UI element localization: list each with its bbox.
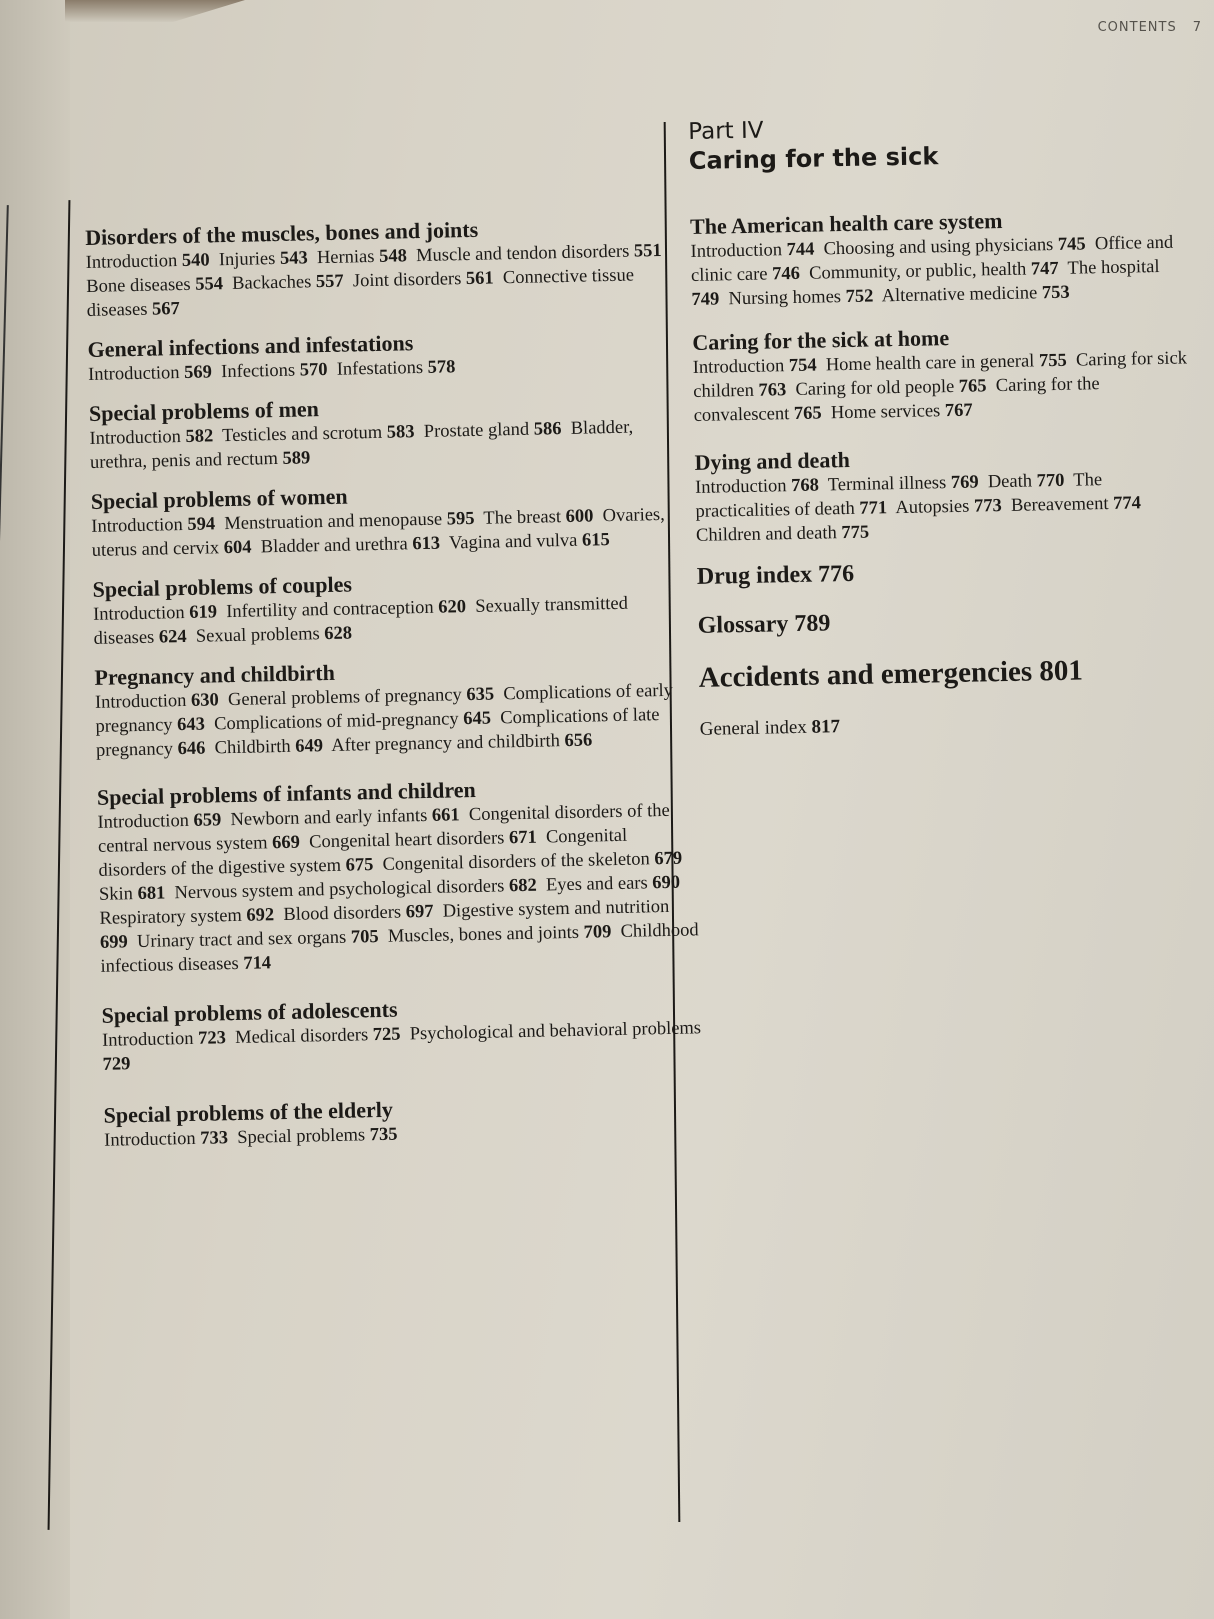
entry-label: Special problems	[237, 1125, 366, 1149]
entry-page-number: 548	[378, 246, 408, 267]
entry-page-number: 600	[565, 506, 594, 527]
toc-entry[interactable]	[214, 709, 491, 735]
toc-entry[interactable]	[695, 476, 819, 498]
entry-label: Congenital heart disorders	[308, 828, 505, 853]
entry-label: Infections	[220, 360, 296, 383]
section-entries	[695, 466, 1196, 548]
section-title[interactable]: The American health care system	[689, 207, 1003, 239]
entry-label: Introduction	[101, 1028, 194, 1051]
toc-entry[interactable]	[174, 876, 537, 904]
entry-page-number: 578	[427, 357, 456, 378]
entry-page-number: 620	[438, 597, 467, 618]
entry-label: Psychological and behavioral problems	[409, 1018, 702, 1045]
section-entries	[690, 230, 1191, 312]
entry-label: Caring for sick children	[693, 348, 1188, 402]
entry-label: Introduction	[92, 603, 185, 625]
entry-page-number: 746	[771, 263, 801, 285]
toc-entry[interactable]	[237, 1125, 398, 1148]
entry-label: Muscles, bones and joints	[387, 922, 580, 947]
part-title: Caring for the sick	[688, 142, 939, 175]
toc-section	[694, 440, 1196, 548]
section-entries	[693, 346, 1194, 428]
entry-label: Childhood infectious diseases	[100, 920, 699, 977]
entry-page-number: 752	[845, 286, 874, 308]
toc-entry[interactable]	[690, 240, 814, 262]
section-title[interactable]: Special problems of infants and children	[96, 776, 476, 810]
entry-label: Medical disorders	[234, 1025, 369, 1049]
entry-page-number: 765	[958, 376, 987, 397]
toc-entry[interactable]	[317, 246, 407, 268]
toc-entry[interactable]	[224, 509, 475, 534]
entry-label: Bladder, urethra, penis and rectum	[89, 417, 634, 473]
entry-page-number: 659	[193, 810, 222, 831]
toc-section	[690, 204, 1192, 312]
entry-label: Menstruation and menopause	[224, 509, 443, 535]
toc-entry[interactable]	[222, 422, 415, 446]
entry-label: The hospital	[1067, 256, 1160, 279]
glossary-entry[interactable]: Glossary 789	[697, 610, 831, 639]
entry-page-number: 649	[295, 736, 324, 757]
drug-index-entry[interactable]: Drug index 776	[696, 560, 855, 590]
section-title[interactable]: Special problems of women	[90, 483, 348, 514]
running-head	[1098, 20, 1202, 35]
entry-label: Alternative medicine	[881, 283, 1038, 307]
toc-entry[interactable]	[881, 283, 1069, 307]
entry-page-number: 551	[633, 240, 662, 262]
entry-page-number: 615	[581, 530, 610, 551]
entry-page-number: 697	[405, 901, 434, 923]
entry-page-number: 604	[223, 537, 252, 559]
toc-entry[interactable]	[828, 472, 979, 495]
toc-entry[interactable]	[232, 272, 344, 294]
entry-label: The practicalities of death	[695, 470, 1103, 522]
section-title[interactable]: Dying and death	[694, 446, 851, 475]
toc-entry[interactable]	[214, 736, 323, 758]
section-title[interactable]: Pregnancy and childbirth	[94, 659, 336, 690]
entry-page-number: 656	[564, 730, 593, 752]
entry-label: Home services	[830, 401, 941, 424]
toc-entry[interactable]	[283, 902, 433, 925]
section-title[interactable]: Special problems of couples	[92, 571, 353, 602]
entry-page-number: 671	[508, 827, 537, 849]
toc-entry[interactable]	[137, 927, 379, 952]
toc-entry[interactable]	[235, 1025, 401, 1048]
toc-entry[interactable]	[88, 362, 212, 385]
toc-entry[interactable]	[226, 597, 466, 622]
entry-page-number: 643	[176, 714, 206, 736]
entry-page-number: 735	[369, 1124, 398, 1146]
toc-section	[89, 388, 690, 475]
entry-label: Community, or public, health	[808, 259, 1027, 284]
toc-entry[interactable]	[104, 1128, 228, 1151]
entry-page-number: 567	[151, 299, 180, 320]
toc-section	[94, 652, 696, 763]
entry-label: Nervous system and psychological disorders	[174, 876, 505, 904]
entry-label: Complications of late pregnancy	[95, 705, 660, 761]
toc-entry[interactable]	[230, 805, 460, 830]
entry-page-number: 630	[190, 690, 220, 711]
entry-label: Infestations	[336, 357, 424, 380]
entry-page-number: 767	[944, 400, 973, 422]
toc-entry[interactable]	[99, 905, 274, 929]
right-sections	[690, 204, 1196, 548]
entry-page-number: 557	[315, 271, 344, 293]
entry-label: Urinary tract and sex organs	[136, 927, 347, 953]
toc-entry[interactable]	[261, 534, 441, 558]
toc-entry[interactable]	[809, 259, 1059, 284]
entry-label: Testicles and scrotum	[221, 422, 383, 447]
toc-entry[interactable]	[93, 602, 217, 625]
entry-page-number: 635	[466, 684, 495, 706]
entry-page-number: 669	[271, 832, 301, 854]
entry-page-number: 570	[299, 359, 328, 381]
entry-page-number: 755	[1038, 350, 1067, 372]
entry-label: Congenital disorders of the skeleton	[382, 849, 650, 875]
left-column	[85, 212, 705, 1166]
entry-label: Complications of mid-pregnancy	[213, 709, 459, 735]
entry-page-number: 624	[158, 626, 187, 648]
entry-page-number: 745	[1057, 234, 1086, 255]
entry-page-number: 753	[1041, 282, 1070, 304]
toc-section	[692, 320, 1194, 428]
toc-entry[interactable]	[102, 1028, 226, 1051]
toc-entry[interactable]	[449, 530, 610, 553]
entry-label: Introduction	[85, 251, 178, 273]
entry-label: Caring for the convalescent	[693, 374, 1100, 426]
entry-label: Introduction	[97, 810, 190, 833]
entry-page-number: 709	[583, 922, 612, 943]
entry-page-number: 768	[790, 475, 820, 497]
entry-label: Introduction	[690, 240, 783, 262]
entry-label: Newborn and early infants	[230, 805, 428, 831]
entry-page-number: 714	[243, 953, 272, 974]
section-title[interactable]: Special problems of the elderly	[103, 1096, 394, 1128]
entry-label: Infertility and contraception	[226, 597, 434, 623]
running-head-label: CONTENTS	[1097, 20, 1177, 35]
entry-label: Injuries	[218, 249, 276, 271]
toc-entry[interactable]	[91, 514, 215, 537]
toc-section	[101, 990, 702, 1077]
toc-entry[interactable]	[988, 471, 1065, 492]
entry-label: Bone diseases	[86, 274, 191, 297]
entry-page-number: 583	[386, 422, 415, 443]
entry-page-number: 729	[102, 1054, 131, 1075]
entry-label: Introduction	[694, 476, 787, 498]
entry-label: General problems of pregnancy	[227, 685, 462, 711]
toc-entry[interactable]	[823, 234, 1085, 259]
entry-label: Introduction	[103, 1128, 196, 1151]
toc-entry[interactable]	[728, 286, 873, 309]
entry-label: Caring for old people	[795, 376, 955, 400]
right-column	[688, 108, 1200, 740]
entry-label: Muscle and tendon disorders	[415, 241, 630, 267]
toc-entry[interactable]	[1011, 493, 1141, 515]
toc-entry[interactable]	[388, 922, 612, 947]
entry-label: Congenital disorders of the central nervous system	[97, 800, 670, 857]
section-title[interactable]: General infections and infestations	[87, 330, 414, 362]
entry-page-number: 645	[463, 708, 492, 730]
entry-page-number: 769	[950, 472, 979, 494]
accidents-emergencies-entry[interactable]: Accidents and emergencies 801	[698, 654, 1084, 694]
entry-label: Complications of early pregnancy	[95, 680, 674, 737]
entry-label: Prostate gland	[423, 419, 530, 442]
toc-entry[interactable]	[424, 419, 562, 442]
entry-page-number: 773	[973, 496, 1002, 517]
entry-label: Introduction	[692, 356, 785, 378]
entry-page-number: 589	[282, 448, 311, 469]
entry-page-number: 561	[465, 268, 494, 290]
entry-page-number: 725	[372, 1024, 401, 1046]
entry-page-number: 628	[324, 623, 353, 645]
toc-entry[interactable]	[693, 356, 817, 378]
entry-page-number: 679	[654, 848, 683, 870]
entry-label: Vagina and vulva	[448, 530, 578, 554]
entry-page-number: 705	[350, 927, 379, 948]
entry-label: Death	[987, 471, 1033, 493]
entry-label: Childbirth	[214, 736, 291, 759]
entry-page-number: 586	[533, 419, 562, 440]
toc-entry[interactable]	[337, 357, 456, 379]
entry-page-number: 646	[177, 738, 206, 760]
entry-label: Sexually transmitted diseases	[93, 593, 629, 649]
toc-entry[interactable]	[795, 376, 986, 400]
entry-label: Introduction	[91, 515, 183, 537]
entry-page-number: 682	[508, 875, 537, 897]
entry-label: Choosing and using physicians	[823, 235, 1054, 260]
entry-label: Introduction	[87, 363, 180, 385]
entry-page-number: 619	[189, 602, 218, 623]
entry-label: Digestive system and nutrition	[442, 896, 670, 922]
entry-page-number: 613	[412, 533, 441, 555]
entry-label: Connective tissue diseases	[86, 265, 635, 321]
entry-label: Bereavement	[1010, 493, 1109, 516]
entry-label: After pregnancy and childbirth	[331, 731, 561, 756]
toc-entry[interactable]	[546, 873, 680, 896]
section-title[interactable]: Special problems of men	[88, 396, 320, 426]
toc-entry[interactable]	[895, 496, 1002, 518]
entry-page-number: 690	[652, 872, 681, 894]
entry-page-number: 775	[841, 522, 870, 544]
toc-entry[interactable]	[382, 849, 682, 875]
entry-label: Blood disorders	[283, 902, 402, 925]
entry-page-number: 723	[197, 1028, 227, 1049]
entry-page-number: 733	[200, 1128, 229, 1149]
entry-label: Nursing homes	[728, 287, 842, 310]
page-shadow	[65, 0, 245, 22]
toc-entry[interactable]	[309, 828, 537, 853]
toc-entry[interactable]	[97, 810, 221, 833]
toc-entry[interactable]	[86, 274, 223, 297]
section-entries	[95, 678, 696, 763]
entry-label: Introduction	[89, 427, 182, 449]
entry-label: Respiratory system	[99, 905, 243, 929]
toc-entry[interactable]	[831, 401, 973, 424]
entry-label: Introduction	[94, 690, 187, 713]
toc-entry[interactable]	[99, 883, 166, 904]
entry-page-number: 749	[691, 289, 720, 310]
entry-label: Bladder and urethra	[260, 534, 408, 558]
entry-page-number: 595	[446, 508, 475, 530]
toc-entry[interactable]	[228, 685, 494, 711]
entry-page-number: 771	[859, 498, 888, 519]
entry-page-number: 699	[99, 932, 128, 953]
entry-label: Home health care in general	[825, 351, 1035, 376]
section-title[interactable]: Caring for the sick at home	[692, 325, 950, 355]
entry-label: Eyes and ears	[545, 873, 648, 896]
toc-entry[interactable]	[86, 250, 210, 273]
entry-page-number: 554	[195, 274, 224, 295]
entry-page-number: 661	[431, 805, 460, 826]
entry-label: Ovaries, uterus and cervix	[91, 504, 665, 561]
toc-section	[92, 564, 693, 651]
entry-label: Congenital disorders of the digestive system	[98, 825, 628, 881]
entry-label: Terminal illness	[827, 473, 947, 496]
entry-label: Skin	[98, 884, 134, 905]
toc-entry[interactable]	[331, 730, 592, 755]
toc-section	[91, 476, 692, 563]
section-entries	[97, 798, 700, 979]
entry-label: Autopsies	[895, 496, 970, 519]
general-index-entry[interactable]: General index 817	[699, 716, 841, 740]
entry-label: Office and clinic care	[690, 232, 1174, 286]
entry-label: Hernias	[316, 246, 375, 269]
toc-entry[interactable]	[95, 690, 219, 713]
entry-page-number: 543	[279, 248, 308, 269]
entry-page-number: 675	[345, 855, 374, 876]
toc-entry[interactable]	[219, 248, 308, 270]
entry-page-number: 754	[788, 355, 817, 377]
entry-label: The breast	[483, 507, 562, 529]
toc-entry[interactable]	[196, 623, 353, 646]
entry-page-number: 569	[183, 362, 213, 383]
section-entries	[86, 238, 687, 323]
toc-section	[85, 212, 687, 323]
toc-entry[interactable]	[353, 268, 494, 291]
toc-entry[interactable]	[416, 241, 662, 266]
entry-page-number: 692	[246, 905, 275, 926]
toc-entry[interactable]	[483, 506, 593, 528]
entry-page-number: 765	[793, 403, 822, 425]
toc-entry[interactable]	[826, 351, 1067, 376]
toc-entry[interactable]	[89, 426, 213, 449]
toc-entry[interactable]	[221, 360, 328, 382]
entry-label: Joint disorders	[352, 269, 462, 292]
section-title[interactable]: Special problems of adolescents	[101, 996, 398, 1028]
part-label: Part IV	[688, 117, 764, 145]
entry-page-number: 770	[1036, 470, 1065, 492]
entry-page-number: 594	[187, 514, 216, 535]
toc-section	[87, 324, 688, 387]
toc-section	[97, 772, 701, 979]
entry-page-number: 540	[181, 250, 210, 271]
entry-page-number: 774	[1112, 493, 1142, 514]
page-number: 7	[1192, 20, 1202, 35]
section-title[interactable]: Disorders of the muscles, bones and joints	[85, 216, 479, 250]
entry-label: Backaches	[231, 272, 312, 294]
toc-section	[103, 1090, 704, 1153]
entry-label: Children and death	[695, 523, 837, 546]
entry-page-number: 582	[185, 426, 214, 447]
toc-entry[interactable]	[696, 523, 869, 546]
entry-page-number: 763	[758, 380, 787, 401]
entry-page-number: 681	[137, 883, 166, 905]
entry-label: Sexual problems	[195, 624, 320, 647]
entry-page-number: 747	[1030, 258, 1059, 280]
entry-page-number: 744	[786, 239, 815, 261]
